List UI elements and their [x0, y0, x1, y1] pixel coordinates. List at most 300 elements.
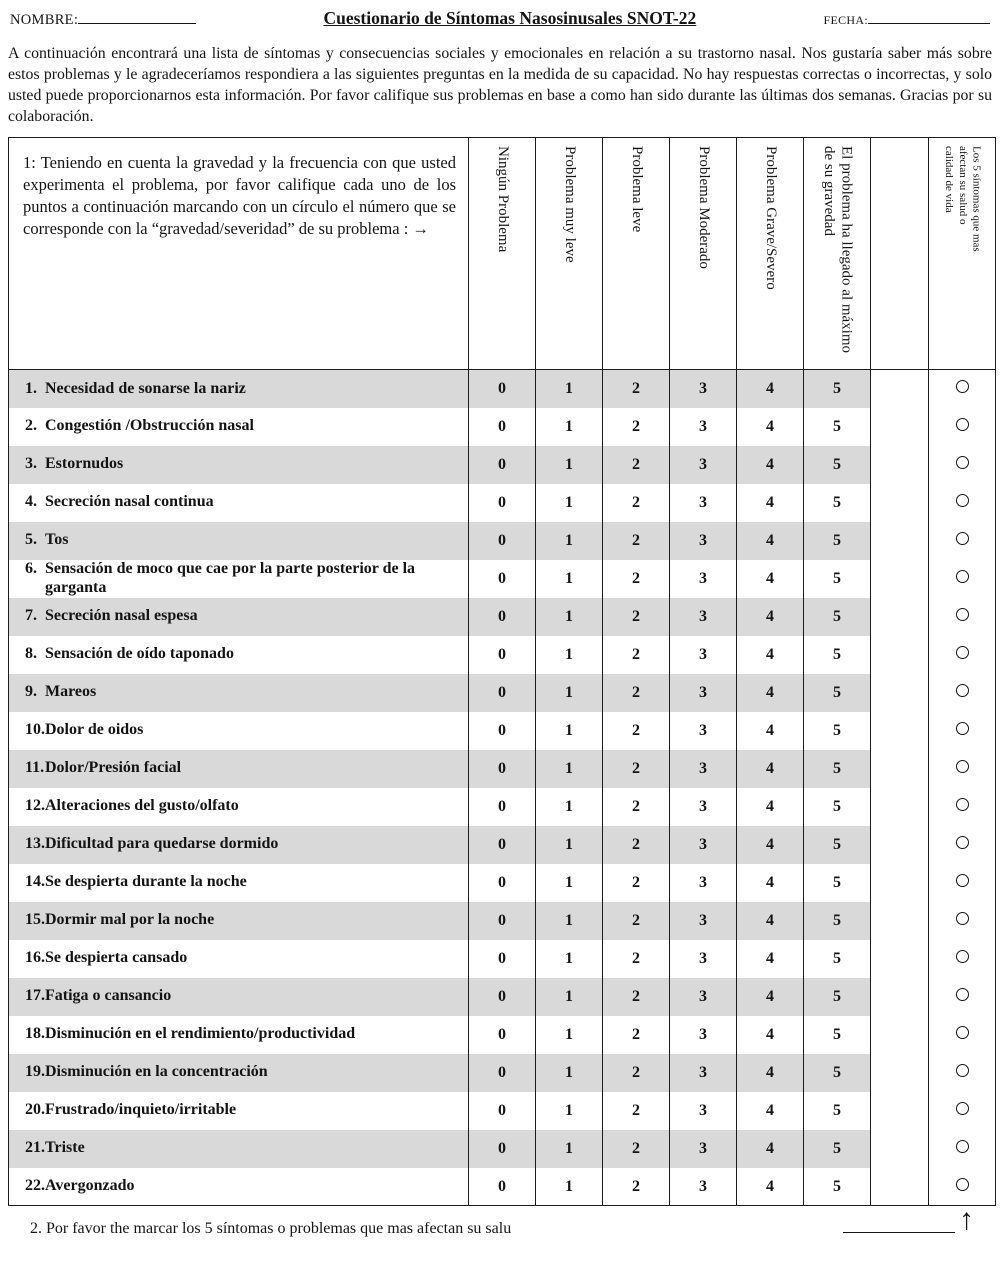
- symptom-number: 13.: [25, 835, 45, 853]
- score-option-5[interactable]: 5: [804, 408, 871, 446]
- symptom-label-cell: [9, 446, 469, 484]
- top5-circle-cell[interactable]: [929, 1168, 996, 1206]
- top5-circle-cell[interactable]: [929, 1016, 996, 1054]
- score-option-2[interactable]: 2: [603, 560, 670, 598]
- symptom-row: [9, 1092, 996, 1130]
- column-header-label: El problema ha llegado al máximo de su gravedad: [821, 146, 855, 354]
- symptom-number: 4.: [25, 493, 37, 511]
- selection-circle-icon[interactable]: [956, 1178, 969, 1191]
- blank-cell: [871, 902, 929, 940]
- symptom-row: [9, 788, 996, 826]
- score-option-3[interactable]: 3: [670, 864, 737, 902]
- selection-circle-icon[interactable]: [956, 646, 969, 659]
- top5-circle-cell[interactable]: [929, 1092, 996, 1130]
- selection-circle-icon[interactable]: [956, 608, 969, 621]
- symptom-label: Disminución en el rendimiento/productividad: [45, 1025, 356, 1043]
- score-option-1[interactable]: 1: [536, 1016, 603, 1054]
- symptom-number: 19.: [25, 1063, 45, 1081]
- symptom-label-cell: [9, 940, 469, 978]
- score-option-1[interactable]: 1: [536, 788, 603, 826]
- score-option-2[interactable]: 2: [603, 446, 670, 484]
- top5-circle-cell[interactable]: [929, 940, 996, 978]
- symptom-number: 22.: [25, 1177, 45, 1195]
- column-header-label: Problema muy leve: [561, 146, 578, 264]
- selection-circle-icon[interactable]: [956, 1140, 969, 1153]
- blank-cell: [871, 940, 929, 978]
- symptom-number: 18.: [25, 1025, 45, 1043]
- top5-circle-cell[interactable]: [929, 674, 996, 712]
- score-option-0[interactable]: 0: [469, 598, 536, 636]
- score-option-5[interactable]: 5: [804, 712, 871, 750]
- symptom-label: Estornudos: [45, 455, 124, 473]
- symptom-row: [9, 826, 996, 864]
- symptom-label-cell: [9, 484, 469, 522]
- symptom-label: Frustrado/inquieto/irritable: [45, 1101, 237, 1119]
- top5-circle-cell[interactable]: [929, 598, 996, 636]
- score-option-2[interactable]: 2: [603, 598, 670, 636]
- symptom-row: [9, 598, 996, 636]
- column-header-label: Problema leve: [628, 146, 645, 233]
- symptom-label-cell: [9, 712, 469, 750]
- date-field: [824, 11, 990, 29]
- symptom-row: [9, 446, 996, 484]
- symptom-row: [9, 940, 996, 978]
- score-option-1[interactable]: 1: [536, 902, 603, 940]
- score-option-3[interactable]: 3: [670, 1016, 737, 1054]
- score-option-4[interactable]: 4: [737, 370, 804, 408]
- symptom-label-cell: [9, 560, 469, 598]
- selection-circle-icon[interactable]: [956, 1064, 969, 1077]
- score-option-2[interactable]: 2: [603, 1092, 670, 1130]
- score-option-0[interactable]: 0: [469, 636, 536, 674]
- score-option-2[interactable]: 2: [603, 978, 670, 1016]
- score-option-0[interactable]: 0: [469, 864, 536, 902]
- score-option-4[interactable]: 4: [737, 674, 804, 712]
- selection-circle-icon[interactable]: [956, 532, 969, 545]
- score-option-3[interactable]: 3: [670, 712, 737, 750]
- selection-circle-icon[interactable]: [956, 836, 969, 849]
- symptom-number: 15.: [25, 911, 45, 929]
- column-header-6: [804, 138, 871, 370]
- selection-circle-icon[interactable]: [956, 912, 969, 925]
- symptom-label-cell: [9, 750, 469, 788]
- symptom-label: Congestión /Obstrucción nasal: [45, 417, 254, 435]
- score-option-1[interactable]: 1: [536, 674, 603, 712]
- score-option-3[interactable]: 3: [670, 1130, 737, 1168]
- symptom-label: Triste: [45, 1139, 85, 1157]
- blank-cell: [871, 522, 929, 560]
- score-option-5[interactable]: 5: [804, 560, 871, 598]
- symptom-label: Dificultad para quedarse dormido: [45, 835, 279, 853]
- symptom-rows: [9, 370, 996, 1206]
- score-option-0[interactable]: 0: [469, 446, 536, 484]
- score-option-4[interactable]: 4: [737, 1016, 804, 1054]
- blank-cell: [871, 1168, 929, 1206]
- symptom-label-cell: [9, 408, 469, 446]
- score-option-1[interactable]: 1: [536, 598, 603, 636]
- score-option-5[interactable]: 5: [804, 522, 871, 560]
- score-option-2[interactable]: 2: [603, 370, 670, 408]
- column-header-4: [670, 138, 737, 370]
- symptom-label-cell: [9, 1092, 469, 1130]
- score-option-3[interactable]: 3: [670, 674, 737, 712]
- score-option-2[interactable]: 2: [603, 788, 670, 826]
- score-option-4[interactable]: 4: [737, 408, 804, 446]
- score-option-4[interactable]: 4: [737, 598, 804, 636]
- blank-cell: [871, 370, 929, 408]
- score-option-3[interactable]: 3: [670, 1054, 737, 1092]
- symptom-label: Secreción nasal espesa: [45, 607, 198, 625]
- score-option-2[interactable]: 2: [603, 636, 670, 674]
- selection-circle-icon[interactable]: [956, 1026, 969, 1039]
- score-option-5[interactable]: 5: [804, 1130, 871, 1168]
- score-option-3[interactable]: 3: [670, 978, 737, 1016]
- column-header-2: [536, 138, 603, 370]
- score-option-0[interactable]: 0: [469, 408, 536, 446]
- score-option-5[interactable]: 5: [804, 484, 871, 522]
- top5-circle-cell[interactable]: [929, 864, 996, 902]
- top5-circle-cell[interactable]: [929, 826, 996, 864]
- snot22-table: [8, 137, 996, 1206]
- top5-circle-cell[interactable]: [929, 788, 996, 826]
- score-option-5[interactable]: 5: [804, 750, 871, 788]
- symptom-label-cell: [9, 1016, 469, 1054]
- symptom-row: [9, 1054, 996, 1092]
- symptom-label-cell: [9, 522, 469, 560]
- score-option-5[interactable]: 5: [804, 1168, 871, 1206]
- score-option-0[interactable]: 0: [469, 1092, 536, 1130]
- score-option-3[interactable]: 3: [670, 408, 737, 446]
- symptom-number: 1.: [25, 379, 37, 397]
- symptom-label-cell: [9, 978, 469, 1016]
- blank-cell: [871, 750, 929, 788]
- score-option-0[interactable]: 0: [469, 1016, 536, 1054]
- score-option-1[interactable]: 1: [536, 370, 603, 408]
- column-header-label: Los 5 síntomas que mas afectan su salud o calidad de vida: [943, 146, 983, 253]
- table-header-row: [9, 138, 996, 370]
- symptom-label: Se despierta durante la noche: [45, 873, 247, 891]
- score-option-5[interactable]: 5: [804, 902, 871, 940]
- score-option-3[interactable]: 3: [670, 788, 737, 826]
- symptom-row: [9, 522, 996, 560]
- selection-circle-icon[interactable]: [956, 380, 969, 393]
- blank-cell: [871, 1054, 929, 1092]
- score-option-1[interactable]: 1: [536, 978, 603, 1016]
- score-option-1[interactable]: 1: [536, 712, 603, 750]
- score-option-1[interactable]: 1: [536, 1130, 603, 1168]
- score-option-3[interactable]: 3: [670, 750, 737, 788]
- score-option-4[interactable]: 4: [737, 1092, 804, 1130]
- date-input-line[interactable]: [868, 11, 990, 24]
- score-option-1[interactable]: 1: [536, 1168, 603, 1206]
- top5-circle-cell[interactable]: [929, 750, 996, 788]
- footer: [8, 1203, 992, 1238]
- score-option-4[interactable]: 4: [737, 788, 804, 826]
- score-option-1[interactable]: 1: [536, 560, 603, 598]
- score-option-5[interactable]: 5: [804, 788, 871, 826]
- score-option-0[interactable]: 0: [469, 1130, 536, 1168]
- symptom-row: [9, 1130, 996, 1168]
- top5-circle-cell[interactable]: [929, 560, 996, 598]
- name-label: NOMBRE:: [10, 12, 79, 28]
- symptom-label: Se despierta cansado: [45, 949, 188, 967]
- score-option-4[interactable]: 4: [737, 1168, 804, 1206]
- page-title: Cuestionario de Síntomas Nasosinusales SNOT-22: [323, 8, 697, 28]
- symptom-row: [9, 370, 996, 408]
- score-option-2[interactable]: 2: [603, 522, 670, 560]
- symptom-row: [9, 560, 996, 598]
- score-option-0[interactable]: 0: [469, 484, 536, 522]
- top5-circle-cell[interactable]: [929, 1054, 996, 1092]
- score-option-3[interactable]: 3: [670, 1092, 737, 1130]
- column-header-8: [929, 138, 996, 370]
- score-option-4[interactable]: 4: [737, 1054, 804, 1092]
- score-option-5[interactable]: 5: [804, 636, 871, 674]
- symptom-label: Tos: [45, 531, 69, 549]
- symptom-number: 6.: [25, 560, 37, 577]
- score-option-2[interactable]: 2: [603, 712, 670, 750]
- score-option-0[interactable]: 0: [469, 560, 536, 598]
- selection-circle-icon[interactable]: [956, 874, 969, 887]
- score-option-2[interactable]: 2: [603, 674, 670, 712]
- top5-circle-cell[interactable]: [929, 636, 996, 674]
- symptom-label: Alteraciones del gusto/olfato: [45, 797, 239, 815]
- score-option-0[interactable]: 0: [469, 826, 536, 864]
- column-header-1: [469, 138, 536, 370]
- symptom-row: [9, 712, 996, 750]
- score-option-3[interactable]: 3: [670, 636, 737, 674]
- symptom-number: 3.: [25, 455, 37, 473]
- symptom-number: 14.: [25, 873, 45, 891]
- selection-circle-icon[interactable]: [956, 494, 969, 507]
- score-option-4[interactable]: 4: [737, 1130, 804, 1168]
- selection-circle-icon[interactable]: [956, 684, 969, 697]
- score-option-2[interactable]: 2: [603, 1054, 670, 1092]
- symptom-label: Dolor de oidos: [45, 721, 144, 739]
- symptom-row: [9, 978, 996, 1016]
- score-option-5[interactable]: 5: [804, 674, 871, 712]
- selection-circle-icon[interactable]: [956, 456, 969, 469]
- score-option-2[interactable]: 2: [603, 484, 670, 522]
- score-option-1[interactable]: 1: [536, 446, 603, 484]
- symptom-number: 8.: [25, 645, 37, 663]
- blank-cell: [871, 1016, 929, 1054]
- top5-circle-cell[interactable]: [929, 712, 996, 750]
- name-field: [10, 11, 196, 29]
- top5-circle-cell[interactable]: [929, 446, 996, 484]
- selection-circle-icon[interactable]: [956, 418, 969, 431]
- blank-cell: [871, 826, 929, 864]
- symptom-number: 11.: [25, 759, 45, 777]
- score-option-3[interactable]: 3: [670, 560, 737, 598]
- symptom-number: 2.: [25, 417, 37, 435]
- symptom-row: [9, 1016, 996, 1054]
- score-option-1[interactable]: 1: [536, 1092, 603, 1130]
- score-option-2[interactable]: 2: [603, 864, 670, 902]
- score-option-0[interactable]: 0: [469, 902, 536, 940]
- column-header-blank: [871, 138, 929, 370]
- score-option-0[interactable]: 0: [469, 940, 536, 978]
- symptom-label-cell: [9, 636, 469, 674]
- score-option-4[interactable]: 4: [737, 712, 804, 750]
- score-option-2[interactable]: 2: [603, 1168, 670, 1206]
- column-header-5: [737, 138, 804, 370]
- score-option-2[interactable]: 2: [603, 408, 670, 446]
- score-option-1[interactable]: 1: [536, 750, 603, 788]
- symptom-label-cell: [9, 370, 469, 408]
- score-option-0[interactable]: 0: [469, 712, 536, 750]
- score-option-0[interactable]: 0: [469, 788, 536, 826]
- score-option-1[interactable]: 1: [536, 522, 603, 560]
- score-option-4[interactable]: 4: [737, 750, 804, 788]
- score-option-4[interactable]: 4: [737, 902, 804, 940]
- score-option-0[interactable]: 0: [469, 522, 536, 560]
- column-header-label: Problema Moderado: [695, 146, 712, 270]
- score-option-5[interactable]: 5: [804, 978, 871, 1016]
- score-option-5[interactable]: 5: [804, 864, 871, 902]
- selection-circle-icon[interactable]: [956, 760, 969, 773]
- score-option-3[interactable]: 3: [670, 370, 737, 408]
- symptom-number: 9.: [25, 683, 37, 701]
- score-option-4[interactable]: 4: [737, 636, 804, 674]
- score-option-4[interactable]: 4: [737, 940, 804, 978]
- blank-cell: [871, 1092, 929, 1130]
- score-option-4[interactable]: 4: [737, 522, 804, 560]
- score-option-3[interactable]: 3: [670, 1168, 737, 1206]
- score-option-2[interactable]: 2: [603, 1130, 670, 1168]
- column-header-label: Ningún Problema: [494, 146, 511, 253]
- name-input-line[interactable]: [78, 11, 196, 24]
- blank-cell: [871, 978, 929, 1016]
- score-option-3[interactable]: 3: [670, 940, 737, 978]
- score-option-1[interactable]: 1: [536, 484, 603, 522]
- instruction-cell: 1: Teniendo en cuenta la gravedad y la frecuencia con que usted experimenta el problema, por favor califique cada uno de los puntos a continuación marcando con un círculo el número que se corresponde con la “gravedad/severidad” de su problema : →: [9, 138, 469, 370]
- symptom-row: [9, 750, 996, 788]
- score-option-3[interactable]: 3: [670, 902, 737, 940]
- top5-answer-line[interactable]: [843, 1221, 955, 1233]
- top5-circle-cell[interactable]: [929, 1130, 996, 1168]
- score-option-0[interactable]: 0: [469, 978, 536, 1016]
- score-option-1[interactable]: 1: [536, 636, 603, 674]
- blank-cell: [871, 598, 929, 636]
- score-option-0[interactable]: 0: [469, 750, 536, 788]
- top5-circle-cell[interactable]: [929, 978, 996, 1016]
- score-option-5[interactable]: 5: [804, 446, 871, 484]
- selection-circle-icon[interactable]: [956, 950, 969, 963]
- blank-cell: [871, 446, 929, 484]
- top5-circle-cell[interactable]: [929, 370, 996, 408]
- score-option-4[interactable]: 4: [737, 446, 804, 484]
- symptom-label-cell: [9, 1130, 469, 1168]
- score-option-5[interactable]: 5: [804, 1092, 871, 1130]
- symptom-label-cell: [9, 902, 469, 940]
- top5-circle-cell[interactable]: [929, 484, 996, 522]
- selection-circle-icon[interactable]: [956, 798, 969, 811]
- symptom-label: Necesidad de sonarse la nariz: [45, 379, 246, 397]
- score-option-0[interactable]: 0: [469, 1054, 536, 1092]
- symptom-label: Fatiga o cansancio: [45, 987, 172, 1005]
- score-option-1[interactable]: 1: [536, 864, 603, 902]
- symptom-row: [9, 408, 996, 446]
- top-bar: [8, 6, 992, 29]
- score-option-1[interactable]: 1: [536, 940, 603, 978]
- score-option-5[interactable]: 5: [804, 1054, 871, 1092]
- symptom-number: 20.: [25, 1101, 45, 1119]
- score-option-3[interactable]: 3: [670, 522, 737, 560]
- date-label: FECHA:: [823, 13, 868, 27]
- up-arrow-icon: ↑: [959, 1203, 974, 1237]
- score-option-4[interactable]: 4: [737, 978, 804, 1016]
- score-option-0[interactable]: 0: [469, 370, 536, 408]
- score-option-5[interactable]: 5: [804, 1016, 871, 1054]
- score-option-1[interactable]: 1: [536, 826, 603, 864]
- score-option-2[interactable]: 2: [603, 940, 670, 978]
- symptom-row: [9, 1168, 996, 1206]
- score-option-5[interactable]: 5: [804, 940, 871, 978]
- symptom-number: 17.: [25, 987, 45, 1005]
- score-option-4[interactable]: 4: [737, 484, 804, 522]
- symptom-label-cell: [9, 1054, 469, 1092]
- blank-cell: [871, 560, 929, 598]
- score-option-2[interactable]: 2: [603, 750, 670, 788]
- intro-paragraph: A continuación encontrará una lista de síntomas y consecuencias sociales y emocionales en relación a su trastorno nasal. Nos gustaría saber más sobre estos problemas y le agradeceríamos respondiera a las siguientes preguntas en la medida de su capacidad. No hay respuestas correctas o incorrectas, y solo usted puede proporcionarnos esta información. Por favor califique sus problemas en base a como han sido durante las últimas dos semanas. Gracias por su colaboración.: [8, 45, 992, 125]
- score-option-5[interactable]: 5: [804, 598, 871, 636]
- symptom-number: 10.: [25, 721, 45, 739]
- score-option-4[interactable]: 4: [737, 864, 804, 902]
- selection-circle-icon[interactable]: [956, 988, 969, 1001]
- blank-cell: [871, 484, 929, 522]
- selection-circle-icon[interactable]: [956, 722, 969, 735]
- score-option-2[interactable]: 2: [603, 902, 670, 940]
- score-option-4[interactable]: 4: [737, 826, 804, 864]
- score-option-5[interactable]: 5: [804, 826, 871, 864]
- selection-circle-icon[interactable]: [956, 570, 969, 583]
- score-option-3[interactable]: 3: [670, 826, 737, 864]
- top5-circle-cell[interactable]: [929, 522, 996, 560]
- symptom-number: 16.: [25, 949, 45, 967]
- score-option-0[interactable]: 0: [469, 674, 536, 712]
- symptom-label-cell: [9, 674, 469, 712]
- score-option-0[interactable]: 0: [469, 1168, 536, 1206]
- score-option-1[interactable]: 1: [536, 408, 603, 446]
- blank-cell: [871, 674, 929, 712]
- blank-cell: [871, 864, 929, 902]
- symptom-label-cell: [9, 826, 469, 864]
- score-option-1[interactable]: 1: [536, 1054, 603, 1092]
- symptom-label: Sensación de oído taponado: [45, 645, 234, 663]
- score-option-5[interactable]: 5: [804, 370, 871, 408]
- score-option-4[interactable]: 4: [737, 560, 804, 598]
- symptom-label: Dolor/Presión facial: [45, 759, 182, 777]
- score-option-2[interactable]: 2: [603, 1016, 670, 1054]
- symptom-label: Sensación de moco que cae por la parte posterior de la garganta: [45, 560, 416, 596]
- symptom-row: [9, 636, 996, 674]
- score-option-3[interactable]: 3: [670, 598, 737, 636]
- symptom-number: 21.: [25, 1139, 45, 1157]
- top5-circle-cell[interactable]: [929, 408, 996, 446]
- footer-instruction: 2. Por favor the marcar los 5 síntomas o problemas que mas afectan su salu: [30, 1220, 512, 1238]
- score-option-2[interactable]: 2: [603, 826, 670, 864]
- score-option-3[interactable]: 3: [670, 484, 737, 522]
- selection-circle-icon[interactable]: [956, 1102, 969, 1115]
- symptom-label: Disminución en la concentración: [45, 1063, 268, 1081]
- blank-cell: [871, 1130, 929, 1168]
- top5-circle-cell[interactable]: [929, 902, 996, 940]
- symptom-label-cell: [9, 1168, 469, 1206]
- symptom-label: Avergonzado: [45, 1177, 135, 1195]
- symptom-label-cell: [9, 788, 469, 826]
- score-option-3[interactable]: 3: [670, 446, 737, 484]
